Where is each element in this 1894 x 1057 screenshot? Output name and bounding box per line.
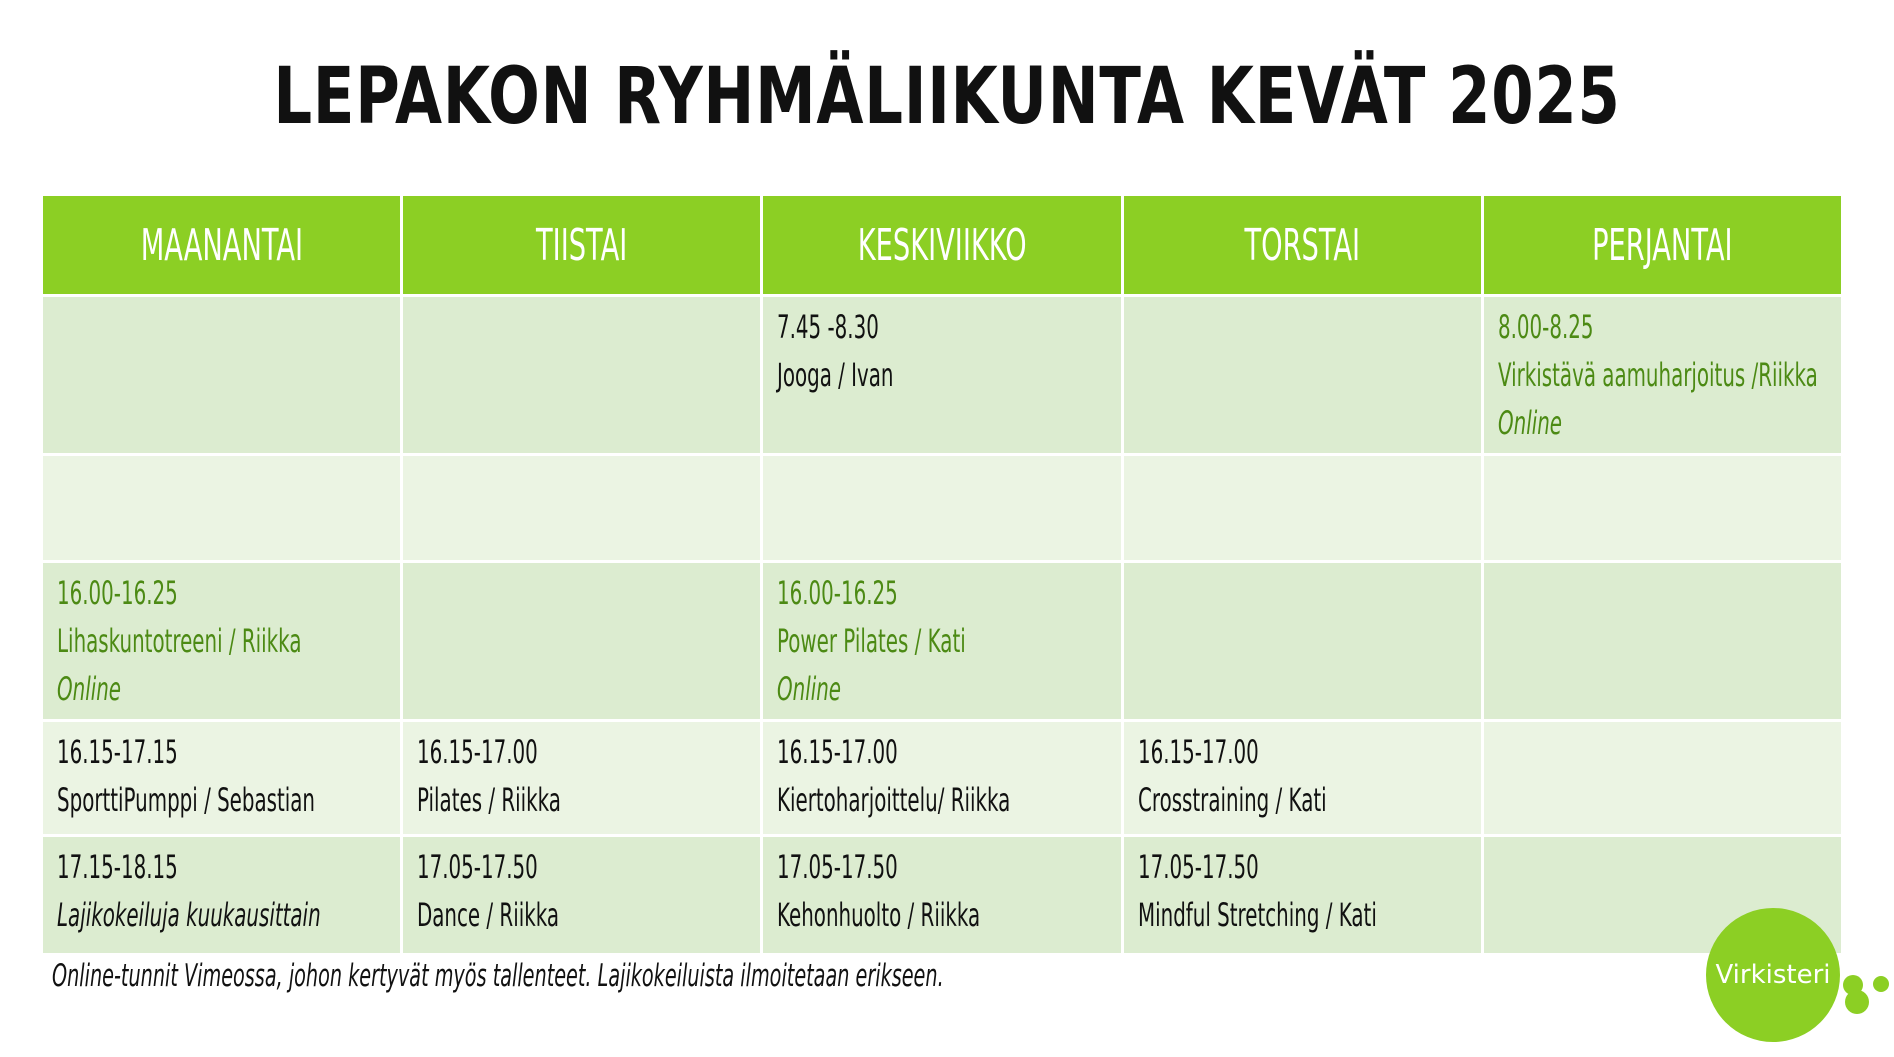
schedule-cell-empty	[1124, 456, 1481, 560]
schedule-cell-empty	[1484, 456, 1841, 560]
schedule-cell-empty	[1484, 722, 1841, 834]
class-activity: Lajikokeiluja kuukausittain	[57, 896, 321, 934]
schedule-cell-online	[1484, 297, 1841, 453]
schedule-cell	[43, 837, 400, 953]
logo-text: Virkisteri	[1715, 960, 1831, 990]
class-time: 16.00-16.25	[777, 574, 899, 612]
schedule-cell	[763, 297, 1120, 453]
schedule-cell	[763, 837, 1120, 953]
logo-dot-icon	[1845, 990, 1869, 1014]
class-time: 17.05-17.50	[417, 848, 538, 886]
class-activity: Jooga / Ivan	[777, 356, 894, 394]
class-activity: SporttiPumppi / Sebastian	[57, 781, 315, 819]
class-activity: Dance / Riikka	[417, 896, 560, 934]
schedule-cell	[763, 722, 1120, 834]
class-time: 17.05-17.50	[777, 848, 899, 886]
online-label: Online	[57, 670, 121, 708]
schedule-cell-empty	[1484, 563, 1841, 719]
online-label: Online	[777, 670, 842, 708]
class-activity: Crosstraining / Kati	[1137, 781, 1327, 819]
class-time: 16.15-17.15	[57, 733, 178, 771]
class-activity: Kehonhuolto / Riikka	[777, 896, 981, 934]
day-header-thursday: TORSTAI	[1124, 196, 1481, 294]
schedule-cell-empty	[763, 456, 1120, 560]
schedule-cell	[43, 722, 400, 834]
page-title: LEPAKON RYHMÄLIIKUNTA KEVÄT 2025	[273, 52, 1621, 142]
virkisteri-logo	[1706, 908, 1840, 1042]
schedule-cell-empty	[403, 456, 760, 560]
logo-dot-icon	[1873, 976, 1889, 992]
class-activity: Virkistävä aamuharjoitus /Riikka	[1497, 356, 1818, 394]
class-time: 17.15-18.15	[57, 848, 178, 886]
class-time: 16.00-16.25	[57, 574, 178, 612]
class-activity: Mindful Stretching / Kati	[1137, 896, 1377, 934]
class-activity: Kiertoharjoittelu/ Riikka	[777, 781, 1011, 819]
class-activity: Pilates / Riikka	[417, 781, 562, 819]
schedule-cell-empty	[403, 563, 760, 719]
schedule-cell-empty	[43, 297, 400, 453]
schedule-cell-empty	[403, 297, 760, 453]
class-activity: Power Pilates / Kati	[777, 622, 967, 660]
schedule-cell-online	[763, 563, 1120, 719]
day-header-friday: PERJANTAI	[1484, 196, 1841, 294]
schedule-cell	[403, 837, 760, 953]
class-time: 16.15-17.00	[417, 733, 538, 771]
class-time: 16.15-17.00	[777, 733, 899, 771]
schedule-cell	[403, 722, 760, 834]
class-time: 16.15-17.00	[1137, 733, 1259, 771]
footnote: Online-tunnit Vimeossa, johon kertyvät myös tallenteet. Lajikokeiluista ilmoitetaan erikseen.	[52, 958, 944, 994]
class-time: 7.45 -8.30	[777, 308, 880, 346]
schedule-cell	[1124, 722, 1481, 834]
class-time: 17.05-17.50	[1137, 848, 1259, 886]
day-header-tuesday: TIISTAI	[403, 196, 760, 294]
schedule-cell-empty	[1124, 297, 1481, 453]
online-label: Online	[1497, 404, 1562, 442]
schedule-cell-empty	[43, 456, 400, 560]
schedule-cell-empty	[1124, 563, 1481, 719]
schedule-cell-online	[43, 563, 400, 719]
day-header-monday: MAANANTAI	[43, 196, 400, 294]
schedule-table	[43, 196, 1841, 953]
schedule-cell	[1124, 837, 1481, 953]
class-time: 8.00-8.25	[1497, 308, 1594, 346]
class-activity: Lihaskuntotreeni / Riikka	[57, 622, 302, 660]
day-header-wednesday: KESKIVIIKKO	[763, 196, 1120, 294]
